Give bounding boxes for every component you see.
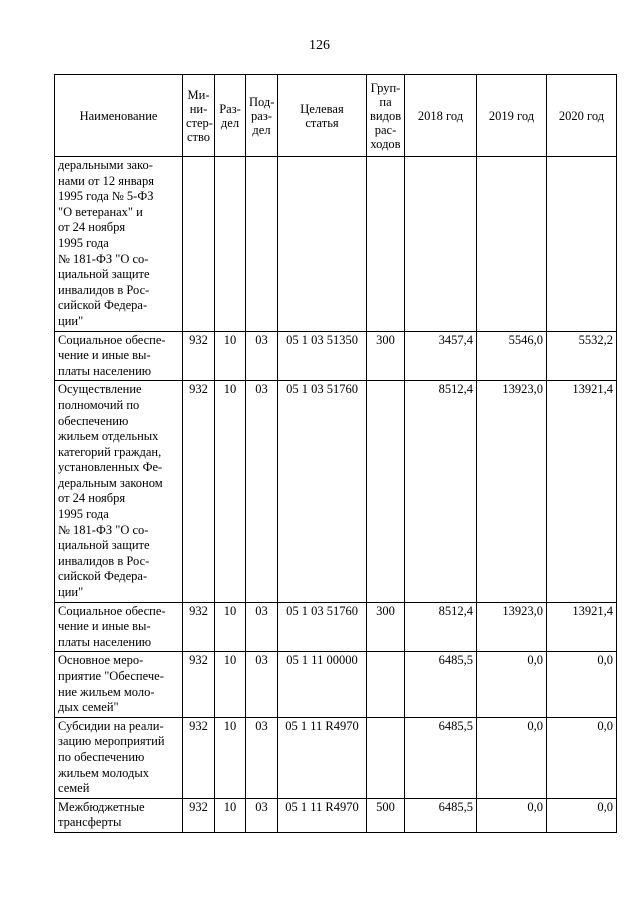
- row-subsection: 03: [246, 652, 278, 717]
- table-row: [55, 157, 617, 332]
- row-2018: 8512,4: [405, 602, 477, 652]
- row-2020: 0,0: [547, 652, 617, 717]
- row-2020: 13921,4: [547, 602, 617, 652]
- row-subsection: 03: [246, 381, 278, 602]
- row-target: 05 1 03 51760: [278, 602, 367, 652]
- row-name: Социальное обеспе- чение и иные вы- платы населению: [55, 602, 183, 652]
- row-2020: 13921,4: [547, 381, 617, 602]
- row-2018: 6485,5: [405, 717, 477, 798]
- row-group: [367, 157, 405, 332]
- row-2019: 0,0: [477, 652, 547, 717]
- row-2019: 13923,0: [477, 381, 547, 602]
- row-2018: [405, 157, 477, 332]
- row-2019: [477, 157, 547, 332]
- header-ministry: Ми- ни- стер- ство: [183, 75, 215, 157]
- row-name: деральными зако- нами от 12 января 1995 года № 5-ФЗ "О ветеранах" и от 24 ноября 1995 года № 181-ФЗ "О со- циальной защите инвалидов в Рос- сийской Федера- ции": [55, 157, 183, 332]
- row-2018: 6485,5: [405, 798, 477, 832]
- table-row: [55, 652, 617, 717]
- row-group: 300: [367, 331, 405, 381]
- row-name: Межбюджетные трансферты: [55, 798, 183, 832]
- budget-table: [54, 74, 617, 833]
- row-target: 05 1 03 51760: [278, 381, 367, 602]
- row-section: 10: [215, 602, 246, 652]
- header-name: Наименование: [55, 75, 183, 157]
- row-group: [367, 652, 405, 717]
- row-group: [367, 717, 405, 798]
- row-2019: 0,0: [477, 798, 547, 832]
- header-2020: 2020 год: [547, 75, 617, 157]
- row-name: Осуществление полномочий по обеспечению жильем отдельных категорий граждан, установленных Фе- деральным законом от 24 ноября 1995 года № 181-ФЗ "О со- циальной защите инвалидов в Рос- сийской Федера- ции": [55, 381, 183, 602]
- row-subsection: [246, 157, 278, 332]
- row-target: 05 1 11 00000: [278, 652, 367, 717]
- row-group: 300: [367, 602, 405, 652]
- row-2019: 0,0: [477, 717, 547, 798]
- row-section: 10: [215, 717, 246, 798]
- row-target: 05 1 11 R4970: [278, 798, 367, 832]
- row-subsection: 03: [246, 717, 278, 798]
- row-ministry: [183, 157, 215, 332]
- row-2019: 13923,0: [477, 602, 547, 652]
- row-group: 500: [367, 798, 405, 832]
- header-group: Груп- па видов рас- ходов: [367, 75, 405, 157]
- row-2020: 0,0: [547, 717, 617, 798]
- row-name: Основное меро- приятие "Обеспече- ние жильем моло- дых семей": [55, 652, 183, 717]
- header-section: Раз- дел: [215, 75, 246, 157]
- row-ministry: 932: [183, 602, 215, 652]
- row-section: 10: [215, 331, 246, 381]
- row-target: [278, 157, 367, 332]
- table-row: [55, 381, 617, 602]
- row-subsection: 03: [246, 602, 278, 652]
- table-row: [55, 331, 617, 381]
- row-ministry: 932: [183, 717, 215, 798]
- row-ministry: 932: [183, 331, 215, 381]
- row-2019: 5546,0: [477, 331, 547, 381]
- row-ministry: 932: [183, 798, 215, 832]
- row-name: Социальное обеспе- чение и иные вы- платы населению: [55, 331, 183, 381]
- header-2018: 2018 год: [405, 75, 477, 157]
- row-2020: 5532,2: [547, 331, 617, 381]
- row-group: [367, 381, 405, 602]
- table-row: [55, 798, 617, 832]
- table-header-row: [55, 75, 617, 157]
- row-2018: 8512,4: [405, 381, 477, 602]
- row-2018: 3457,4: [405, 331, 477, 381]
- header-2019: 2019 год: [477, 75, 547, 157]
- table-row: [55, 717, 617, 798]
- row-name: Субсидии на реали- зацию мероприятий по обеспечению жильем молодых семей: [55, 717, 183, 798]
- header-subsection: Под- раз- дел: [246, 75, 278, 157]
- table-row: [55, 602, 617, 652]
- row-subsection: 03: [246, 798, 278, 832]
- row-2018: 6485,5: [405, 652, 477, 717]
- row-section: 10: [215, 798, 246, 832]
- row-section: 10: [215, 652, 246, 717]
- header-target: Целевая статья: [278, 75, 367, 157]
- row-ministry: 932: [183, 381, 215, 602]
- row-ministry: 932: [183, 652, 215, 717]
- page-number: 126: [309, 38, 330, 53]
- row-subsection: 03: [246, 331, 278, 381]
- row-target: 05 1 11 R4970: [278, 717, 367, 798]
- row-2020: 0,0: [547, 798, 617, 832]
- row-section: [215, 157, 246, 332]
- row-section: 10: [215, 381, 246, 602]
- row-2020: [547, 157, 617, 332]
- row-target: 05 1 03 51350: [278, 331, 367, 381]
